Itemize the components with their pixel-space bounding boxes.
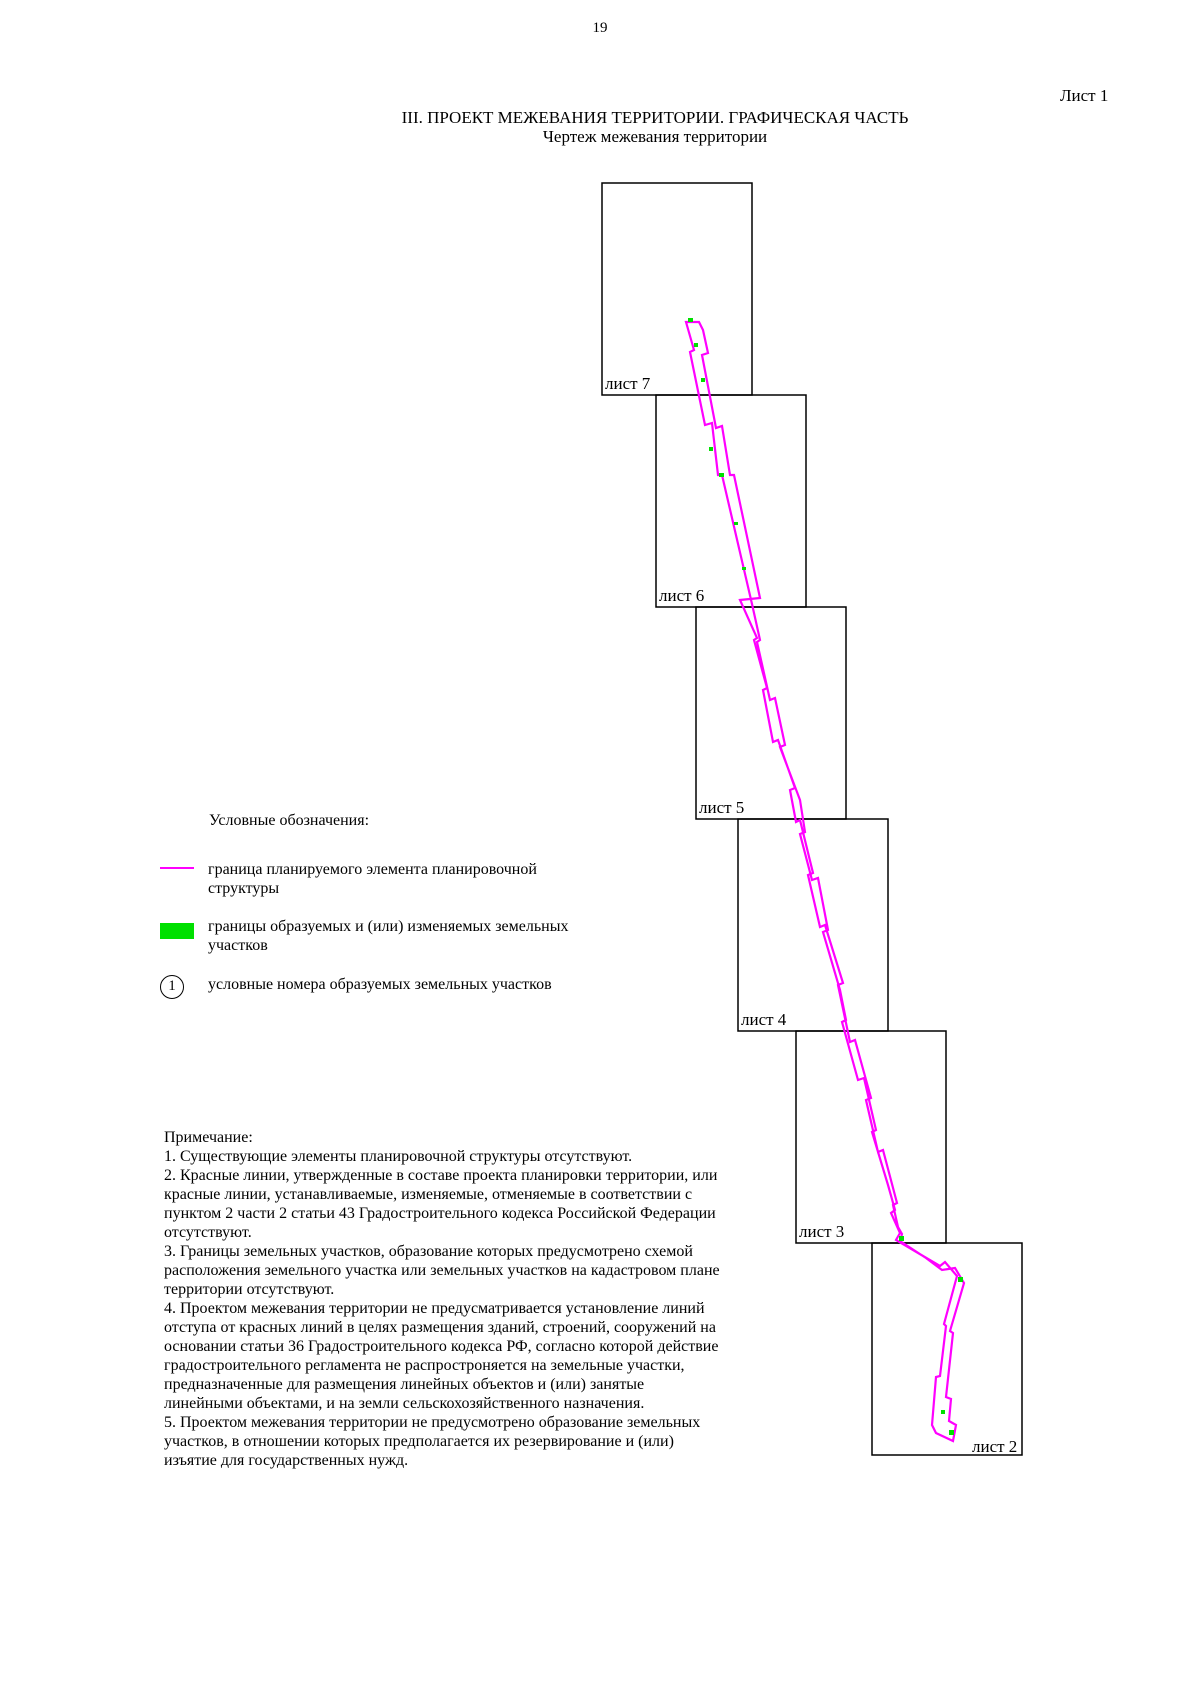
page-number: 19 [592, 20, 608, 36]
notes-block [164, 1128, 724, 1470]
note-item: 5. Проектом межевания территории не предусмотрено образование земельных участков, в отношении которых предполагается их резервирование и (или) изъятие для государственных нужд. [164, 1414, 701, 1469]
boundary-outer-west [686, 322, 964, 1441]
frame-sheet-4 [738, 819, 888, 1031]
circle-number-icon: 1 [160, 975, 184, 999]
parcel-markers [688, 318, 963, 1435]
parcel-marker [688, 318, 693, 322]
planning-boundary [686, 322, 964, 1441]
frame-sheet-2 [872, 1243, 1022, 1455]
parcel-marker [899, 1236, 904, 1241]
frame-label-sheet-3: лист 3 [799, 1222, 845, 1241]
frame-label-sheet-6: лист 6 [659, 586, 705, 605]
legend-item-text: граница планируемого элемента планировочной структуры [208, 861, 537, 897]
frame-sheet-7 [602, 183, 752, 395]
frame-label-sheet-5: лист 5 [699, 798, 745, 817]
note-item: 3. Границы земельных участков, образование которых предусмотрено схемой расположения земельного участка или земельных участков на кадастровом плане территории отсутствуют. [164, 1243, 720, 1298]
magenta-line-icon [160, 860, 194, 880]
parcel-marker [701, 378, 705, 382]
parcel-marker [694, 343, 698, 347]
parcel-marker [734, 522, 738, 525]
legend-title: Условные обозначения: [209, 812, 370, 829]
frame-sheet-3 [796, 1031, 946, 1243]
notes-heading: Примечание: [164, 1129, 253, 1146]
page-title: III. ПРОЕКТ МЕЖЕВАНИЯ ТЕРРИТОРИИ. ГРАФИЧЕСКАЯ ЧАСТЬ [401, 108, 909, 127]
parcel-marker [709, 447, 713, 451]
legend-item-text: условные номера образуемых земельных участков [208, 976, 552, 993]
parcel-marker [949, 1430, 954, 1435]
parcel-marker [742, 567, 746, 570]
page-subtitle: Чертеж межевания территории [542, 127, 768, 146]
frame-sheet-6 [656, 395, 806, 607]
note-item: 1. Существующие элементы планировочной структуры отсутствуют. [164, 1148, 633, 1165]
parcel-marker [941, 1410, 945, 1414]
parcel-marker [958, 1277, 963, 1282]
green-rect-icon [160, 917, 194, 937]
legend-item-text: границы образуемых и (или) изменяемых земельных участков [208, 918, 569, 954]
frame-label-sheet-7: лист 7 [605, 374, 651, 393]
frame-label-sheet-4: лист 4 [741, 1010, 787, 1029]
note-item: 4. Проектом межевания территории не предусматривается установление линий отступа от красных линий в целях размещения зданий, строений, сооружений на основании статьи 36 Градостроительного кодекса РФ, согласно которой действие градостроительного регламента не распростроняется на земельные участки, предназначенные для размещения линейных объектов и (или) занятые линейными объектами, и на земли сельскохозяйственного назначения. [164, 1300, 719, 1412]
legend-item-boundary [160, 860, 600, 900]
frame-sheet-5 [696, 607, 846, 819]
parcel-marker [719, 473, 724, 477]
legend-item-parcels [160, 917, 600, 957]
sheet-label: Лист 1 [1060, 86, 1109, 105]
note-item: 2. Красные линии, утвержденные в составе проекта планировки территории, или красные линии, устанавливаемые, изменяемые, отменяемые в соответствии с пунктом 2 части 2 статьи 43 Градостроительного кодекса Российской Федерации отсутствуют. [164, 1167, 718, 1241]
legend-item-numbers [160, 975, 600, 1015]
frame-label-sheet-2: лист 2 [972, 1437, 1018, 1456]
